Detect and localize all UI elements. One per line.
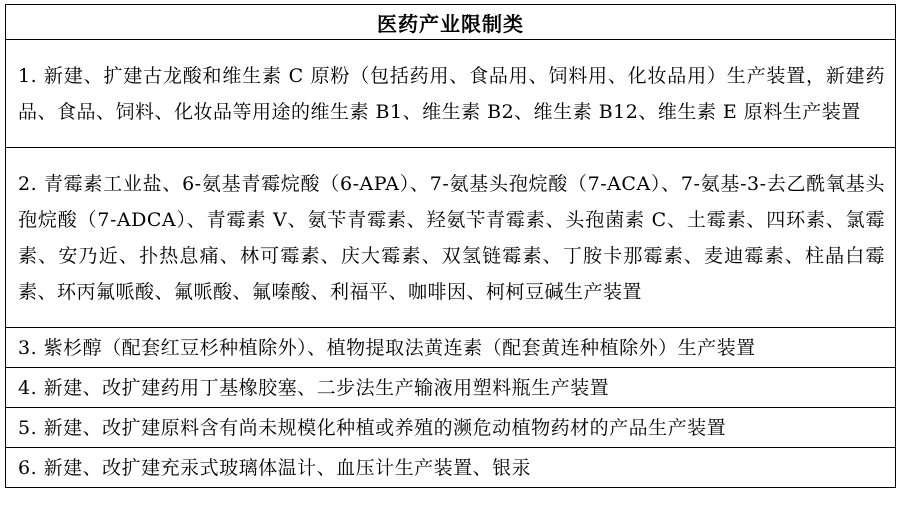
table-row (6, 328, 896, 368)
table-row-3-text: 3. 紫杉醇（配套红豆杉种植除外）、植物提取法黄连素（配套黄连种植除外）生产装置 (6, 328, 896, 368)
table-row-1-text: 1. 新建、扩建古龙酸和维生素 C 原粉（包括药用、食品用、饲料用、化妆品用）生产装置，新建药品、食品、饲料、化妆品等用途的维生素 B1、维生素 B2、维生素 B12、维生素 E 原料生产装置 (6, 40, 896, 148)
table-row-2-text: 2. 青霉素工业盐、6-氨基青霉烷酸（6-APA）、7-氨基头孢烷酸（7-ACA）、7-氨基-3-去乙酰氧基头孢烷酸（7-ADCA）、青霉素 V、氨苄青霉素、羟氨苄青霉素、头孢菌素 C、土霉素、四环素、氯霉素、安乃近、扑热息痛、林可霉素、庆大霉素、双氢链霉素、丁胺卡那霉素、麦迪霉素、柱晶白霉素、环丙氟哌酸、氟哌酸、氟嗪酸、利福平、咖啡因、柯柯豆碱生产装置 (6, 148, 896, 328)
table-row (6, 448, 896, 488)
table-header-row (6, 5, 896, 40)
table-row (6, 148, 896, 328)
restriction-table (5, 4, 896, 488)
table-row-4-text: 4. 新建、改扩建药用丁基橡胶塞、二步法生产输液用塑料瓶生产装置 (6, 368, 896, 408)
table-row-5-text: 5. 新建、改扩建原料含有尚未规模化种植或养殖的濒危动植物药材的产品生产装置 (6, 408, 896, 448)
table-title: 医药产业限制类 (6, 5, 896, 40)
table-row-6-text: 6. 新建、改扩建充汞式玻璃体温计、血压计生产装置、银汞 (6, 448, 896, 488)
table-row (6, 368, 896, 408)
table-row (6, 408, 896, 448)
table-row (6, 40, 896, 148)
